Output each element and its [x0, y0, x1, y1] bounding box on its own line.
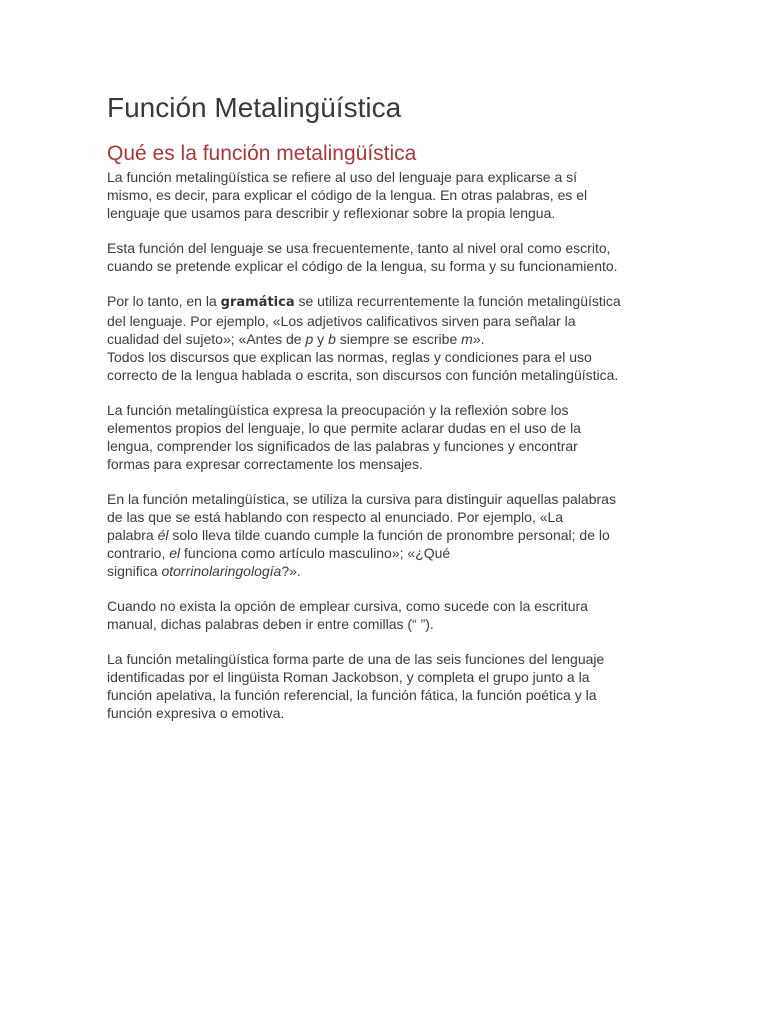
text-segment: ».: [472, 331, 485, 347]
document-title: Función Metalingüística: [107, 92, 402, 123]
text-line: En la función metalingüística, se utiliza la cursiva para distinguir aquellas palabras: [107, 491, 616, 507]
text-line: [107, 562, 667, 580]
text-line: La función metalingüística se refiere al uso del lenguaje para explicarse a sí: [107, 169, 578, 185]
text-line: lenguaje que usamos para describir y reflexionar sobre la propia lengua.: [107, 205, 556, 221]
text-segment: funciona como artículo masculino»; «¿Qué: [180, 545, 451, 561]
italic-term: él: [157, 527, 169, 543]
paragraph-grammar: [107, 292, 667, 384]
text-segment: cualidad del sujeto»; «Antes de: [107, 331, 306, 347]
text-line: La función metalingüística forma parte de una de las seis funciones del lenguaje: [107, 651, 605, 667]
text-line: función expresiva o emotiva.: [107, 705, 285, 721]
text-segment: ?».: [281, 563, 301, 579]
paragraph-italics: [107, 490, 667, 580]
text-line: correcto de la lengua hablada o escrita, son discursos con función metalingüística.: [107, 367, 619, 383]
text-segment: solo lleva tilde cuando cumple la función de pronombre personal; de lo: [168, 527, 610, 543]
italic-term: p: [305, 331, 314, 347]
text-line: lengua, comprender los significados de las palabras y funciones y encontrar: [107, 438, 578, 454]
italic-term: b: [328, 331, 336, 347]
text-line: [107, 544, 667, 562]
text-line: cuando se pretende explicar el código de la lengua, su forma y su funcionamiento.: [107, 258, 618, 274]
text-line: elementos propios del lenguaje, lo que permite aclarar dudas en el uso de la: [107, 420, 581, 436]
text-line: del lenguaje. Por ejemplo, «Los adjetivos calificativos sirven para señalar la: [107, 313, 576, 329]
text-line: Esta función del lenguaje se usa frecuentemente, tanto al nivel oral como escrito,: [107, 240, 611, 256]
paragraph-definition: [107, 168, 667, 222]
text-line: Cuando no exista la opción de emplear cursiva, como sucede con la escritura: [107, 598, 588, 614]
bold-term: gramática: [220, 295, 295, 310]
paragraph-reflection: [107, 401, 667, 473]
italic-term: m: [461, 331, 473, 347]
text-line: de las que se está hablando con respecto al enunciado. Por ejemplo, «La: [107, 509, 564, 525]
paragraph-jakobson: [107, 650, 667, 722]
text-segment: significa: [107, 563, 162, 579]
text-segment: se utiliza recurrentemente la función metalingüística: [294, 293, 621, 309]
text-line: Todos los discursos que explican las normas, reglas y condiciones para el uso: [107, 349, 592, 365]
text-segment: contrario,: [107, 545, 170, 561]
section-heading: Qué es la función metalingüística: [107, 142, 417, 165]
text-line: [107, 330, 667, 348]
document-page: [107, 88, 667, 739]
text-line: La función metalingüística expresa la preocupación y la reflexión sobre los: [107, 402, 569, 418]
paragraph-quotes: [107, 597, 667, 633]
text-segment: siempre se escribe: [335, 331, 462, 347]
text-line: formas para expresar correctamente los mensajes.: [107, 456, 423, 472]
text-line: manual, dichas palabras deben ir entre comillas (“ ”).: [107, 616, 434, 632]
text-line: identificadas por el lingüista Roman Jackobson, y completa el grupo junto a la: [107, 669, 590, 685]
italic-term: el: [169, 545, 181, 561]
text-line: función apelativa, la función referencial, la función fática, la función poética y la: [107, 687, 597, 703]
italic-term: otorrinolaringología: [161, 563, 282, 579]
text-line: [107, 292, 667, 312]
text-segment: Por lo tanto, en la: [107, 293, 221, 309]
text-line: [107, 526, 667, 544]
text-segment: palabra: [107, 527, 158, 543]
text-line: mismo, es decir, para explicar el código de la lengua. En otras palabras, es el: [107, 187, 588, 203]
text-segment: y: [313, 331, 329, 347]
paragraph-usage: [107, 239, 667, 275]
